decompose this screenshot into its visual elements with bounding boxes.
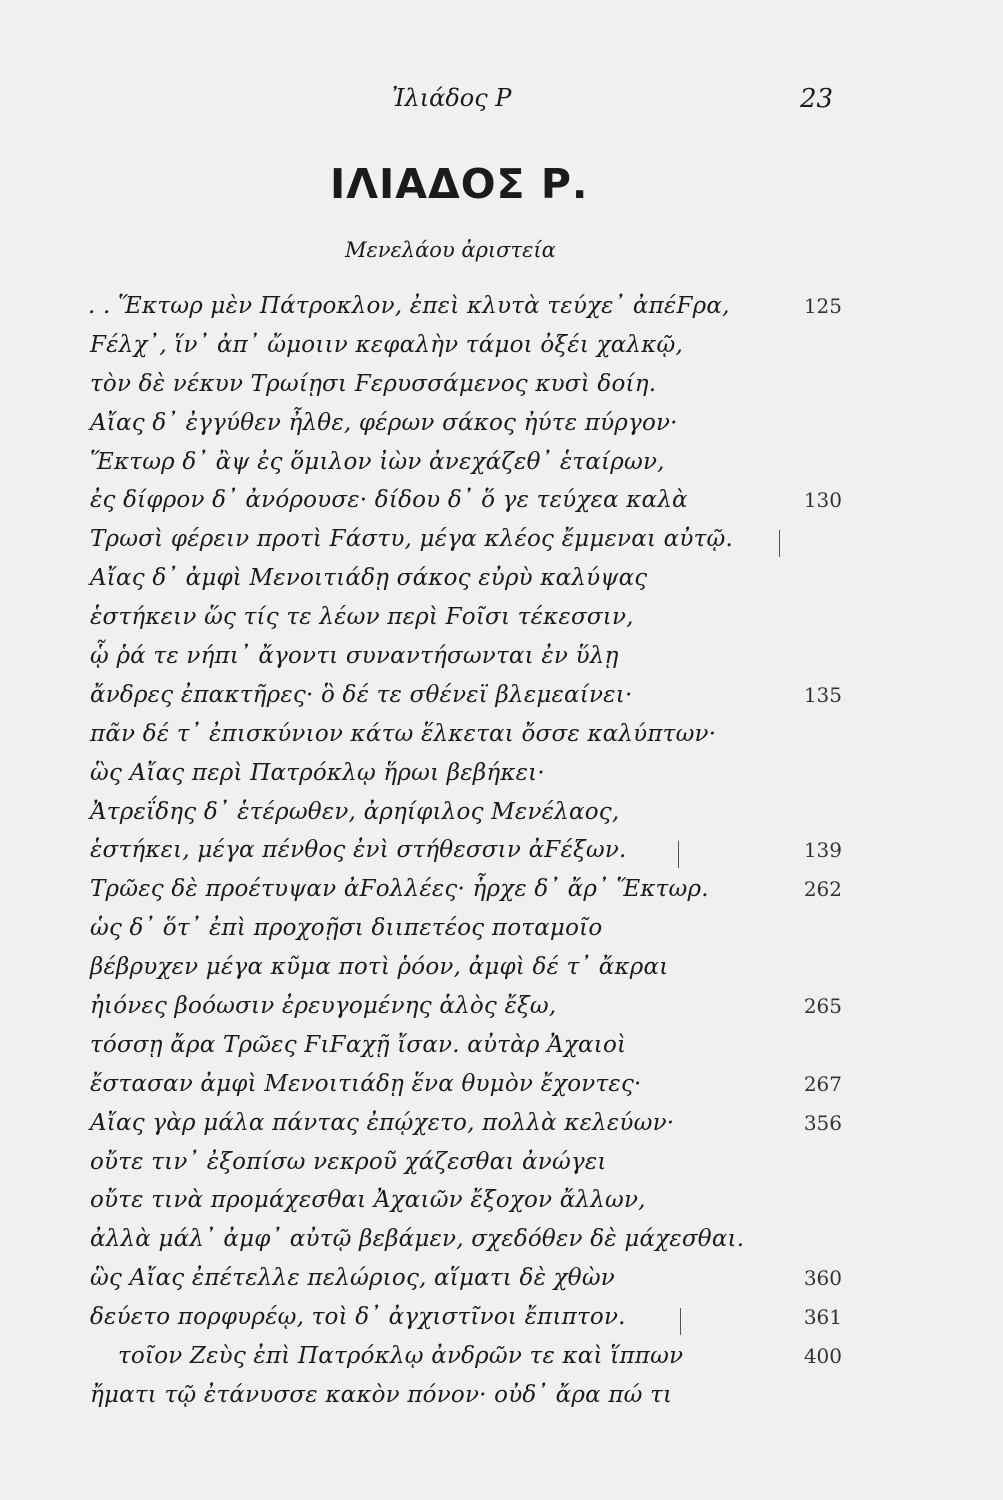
verse-line <box>0 1187 1003 1226</box>
verse-text <box>0 293 1003 1421</box>
verse-text-line: Ϝέλχ᾽, ἵν᾽ ἀπ᾽ ὤμοιιν κεφαλὴν τάμοι ὀξέι χαλκῷ, <box>90 331 683 358</box>
verse-line <box>0 760 1003 799</box>
line-number: 265 <box>803 994 842 1019</box>
verse-text-line: . . Ἕκτωρ μὲν Πάτροκλον, ἐπεὶ κλυτὰ τεύχε᾽ ἀπέϜρα, <box>88 293 730 319</box>
line-number: 361 <box>803 1305 842 1330</box>
verse-line <box>0 1343 1003 1382</box>
verse-line <box>0 1265 1003 1304</box>
verse-line <box>0 993 1003 1032</box>
section-break-mark <box>678 841 679 868</box>
verse-text-line: Αἴας δ᾽ ἀμφὶ Μενοιτιάδῃ σάκος εὐρὺ καλύψας <box>90 565 648 592</box>
verse-line <box>0 643 1003 682</box>
verse-text-line: ὣς Αἴας ἐπέτελλε πελώριος, αἵματι δὲ χθὼν <box>90 1265 615 1292</box>
verse-line <box>0 915 1003 954</box>
verse-text-line: πᾶν δέ τ᾽ ἐπισκύνιον κάτω ἕλκεται ὄσσε καλύπτων· <box>90 720 717 747</box>
line-number: 360 <box>803 1266 842 1291</box>
verse-line <box>0 1110 1003 1149</box>
line-number: 356 <box>803 1110 842 1135</box>
verse-text-line: ἑστήκει, μέγα πένθος ἐνὶ στήθεσσιν ἀϜέξων. <box>90 837 627 864</box>
verse-line <box>0 954 1003 993</box>
verse-text-line: Ἀτρεΐδης δ᾽ ἑτέρωθεν, ἀρηίφιλος Μενέλαος, <box>90 798 620 825</box>
line-number: 125 <box>803 294 842 318</box>
verse-line <box>0 1071 1003 1110</box>
verse-text-line: δεύετο πορφυρέῳ, τοὶ δ᾽ ἀγχιστῖνοι ἔπιπτον. <box>90 1304 626 1331</box>
line-number: 267 <box>803 1071 842 1096</box>
line-number: 139 <box>803 838 842 863</box>
verse-line <box>0 682 1003 721</box>
verse-text-line: ἔστασαν ἀμφὶ Μενοιτιάδῃ ἕνα θυμὸν ἔχοντες· <box>90 1070 642 1097</box>
verse-line <box>0 604 1003 643</box>
verse-text-line: Τρῶες δὲ προέτυψαν ἀϜολλέες· ἦρχε δ᾽ ἄρ᾽ Ἕκτωρ. <box>90 876 709 903</box>
verse-line <box>0 799 1003 838</box>
verse-text-line: Αἴας γὰρ μάλα πάντας ἐπῴχετο, πολλὰ κελεύων· <box>90 1109 675 1136</box>
line-number: 262 <box>803 877 842 902</box>
verse-line <box>0 1304 1003 1343</box>
verse-text-line: ᾧ ῥά τε νήπι᾽ ἄγοντι συναντήσωνται ἐν ὕλῃ <box>90 643 619 670</box>
verse-line <box>0 837 1003 876</box>
verse-line <box>0 1032 1003 1071</box>
verse-text-line: οὔτε τιν᾽ ἐξοπίσω νεκροῦ χάζεσθαι ἀνώγει <box>90 1148 607 1175</box>
verse-text-line: ἑστήκειν ὥς τίς τε λέων περὶ Ϝοῖσι τέκεσσιν, <box>90 604 634 631</box>
verse-line <box>0 487 1003 526</box>
running-title: Ἰλιάδος Ρ <box>392 84 512 112</box>
verse-text-line: τοῖον Ζεὺς ἐπὶ Πατρόκλῳ ἀνδρῶν τε καὶ ἵππων <box>118 1343 684 1370</box>
book-title: ΙΛΙΑΔΟΣ Ρ. <box>330 160 589 208</box>
verse-line <box>0 1382 1003 1421</box>
line-number: 400 <box>803 1344 842 1369</box>
verse-text-line: Αἴας δ᾽ ἐγγύθεν ἦλθε, φέρων σάκος ἠύτε πύργον· <box>90 409 678 436</box>
verse-text-line: ἤματι τῷ ἐτάνυσσε κακὸν πόνον· οὐδ᾽ ἄρα πώ τι <box>90 1381 673 1408</box>
verse-text-line: βέβρυχεν μέγα κῦμα ποτὶ ῥόον, ἀμφὶ δέ τ᾽ ἄκραι <box>90 954 669 981</box>
running-head <box>0 84 1003 118</box>
verse-text-line: τὸν δὲ νέκυν Τρωίῃσι Ϝερυσσάμενος κυσὶ δοίη. <box>90 370 657 397</box>
line-number: 130 <box>803 488 842 513</box>
subtitle: Μενελάου ἀριστεία <box>345 238 556 262</box>
verse-text-line: Ἕκτωρ δ᾽ ἂψ ἐς ὅμιλον ἰὼν ἀνεχάζεθ᾽ ἑταίρων, <box>90 448 665 475</box>
verse-line <box>0 1149 1003 1188</box>
verse-line <box>0 371 1003 410</box>
verse-text-line: ὡς δ᾽ ὅτ᾽ ἐπὶ προχοῇσι διιπετέος ποταμοῖο <box>90 915 603 942</box>
verse-text-line: ἐς δίφρον δ᾽ ἀνόρουσε· δίδου δ᾽ ὅ γε τεύχεα καλὰ <box>90 487 688 514</box>
verse-line <box>0 565 1003 604</box>
verse-line <box>0 293 1003 332</box>
verse-line <box>0 526 1003 565</box>
verse-text-line: τόσσῃ ἄρα Τρῶες ϜιϜαχῇ ἴσαν. αὐτὰρ Ἀχαιοὶ <box>90 1031 627 1058</box>
verse-text-line: ὣς Αἴας περὶ Πατρόκλῳ ἥρωι βεβήκει· <box>90 759 545 786</box>
line-number: 135 <box>803 682 842 707</box>
page-number: 23 <box>800 84 834 114</box>
verse-line <box>0 449 1003 488</box>
verse-text-line: Τρωσὶ φέρειν προτὶ Ϝάστυ, μέγα κλέος ἔμμεναι αὐτῷ. <box>90 526 733 553</box>
verse-line <box>0 721 1003 760</box>
verse-text-line: ἀλλὰ μάλ᾽ ἀμφ᾽ αὐτῷ βεβάμεν, σχεδόθεν δὲ μάχεσθαι. <box>90 1226 745 1253</box>
verse-text-line: ἠιόνες βοόωσιν ἐρευγομένης ἁλὸς ἔξω, <box>90 993 557 1020</box>
verse-text-line: ἄνδρες ἐπακτῆρες· ὃ δέ τε σθένεϊ βλεμεαίνει· <box>90 681 633 708</box>
verse-line <box>0 332 1003 371</box>
section-break-mark <box>779 530 780 557</box>
verse-line <box>0 1226 1003 1265</box>
verse-line <box>0 876 1003 915</box>
verse-line <box>0 410 1003 449</box>
verse-text-line: οὔτε τινὰ προμάχεσθαι Ἀχαιῶν ἔξοχον ἄλλων, <box>90 1187 646 1214</box>
section-break-mark <box>680 1308 681 1335</box>
